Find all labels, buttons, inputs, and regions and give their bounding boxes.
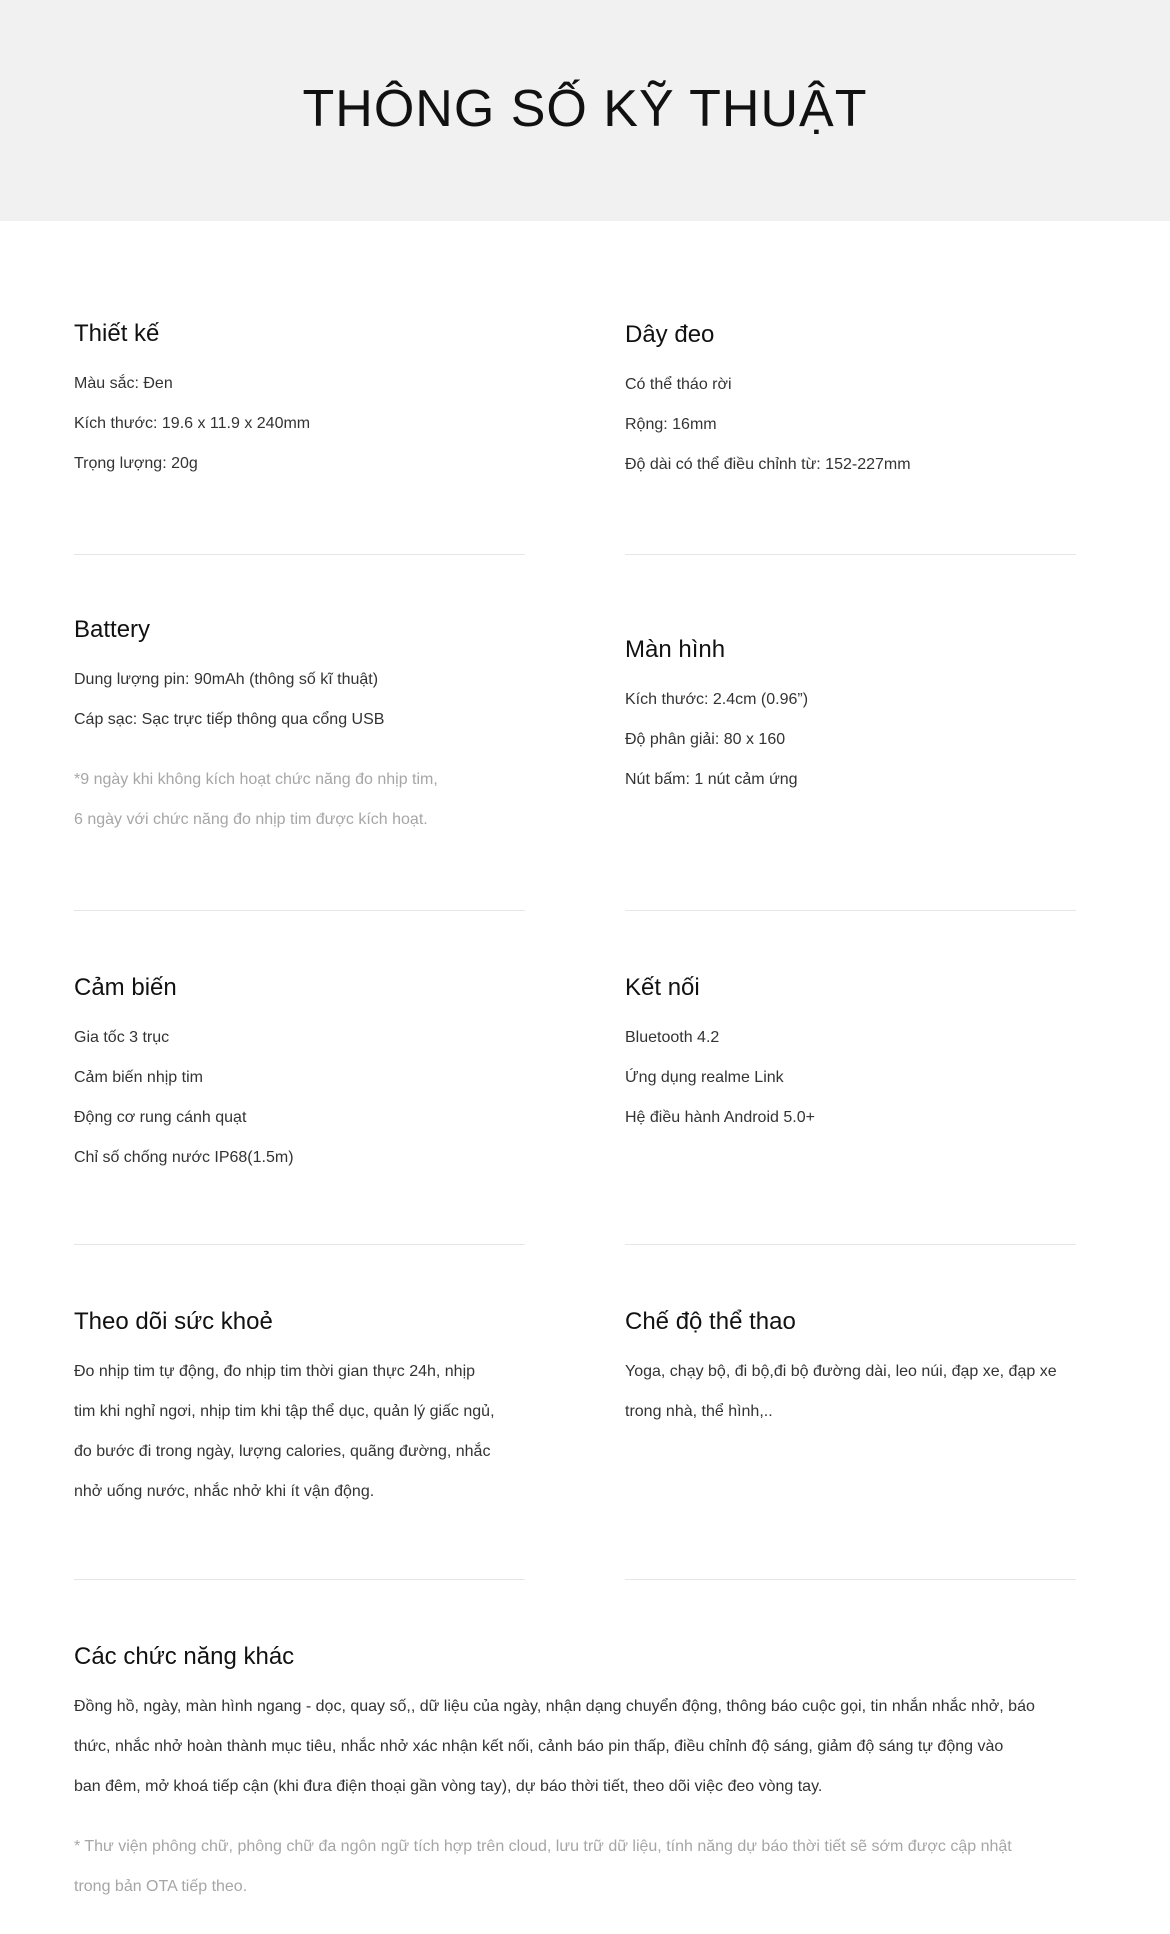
spec-line: Chỉ số chống nước IP68(1.5m)	[74, 1149, 294, 1166]
footnote: * Thư viện phông chữ, phông chữ đa ngôn ngữ tích hợp trên cloud, lưu trữ dữ liệu, tính năng dự báo thời tiết sẽ sớm được cập nhật	[74, 1838, 1012, 1855]
section-health	[74, 1306, 525, 1512]
spec-line: Hệ điều hành Android 5.0+	[625, 1109, 815, 1126]
divider	[625, 910, 1076, 911]
page-title: THÔNG SỐ KỸ THUẬT	[302, 79, 868, 138]
divider	[625, 1244, 1076, 1245]
spec-line: Độ dài có thể điều chỉnh từ: 152-227mm	[625, 456, 911, 473]
spec-line: Yoga, chạy bộ, đi bộ,đi bộ đường dài, leo núi, đạp xe, đạp xe	[625, 1363, 1057, 1380]
spec-line: Có thể tháo rời	[625, 376, 732, 393]
spec-line: tim khi nghỉ ngơi, nhịp tim khi tập thể dục, quản lý giấc ngủ,	[74, 1403, 495, 1420]
spec-line: Trọng lượng: 20g	[74, 455, 198, 472]
section-heading-sensors: Cảm biến	[74, 974, 177, 1001]
section-design	[74, 318, 525, 484]
footnote: 6 ngày với chức năng đo nhịp tim được kích hoạt.	[74, 811, 428, 828]
header-banner	[0, 0, 1170, 221]
spec-line: thức, nhắc nhở hoàn thành mục tiêu, nhắc nhở xác nhận kết nối, cảnh báo pin thấp, điều chỉnh độ sáng, giảm độ sáng tự động vào	[74, 1738, 1004, 1755]
spec-line: nhở uống nước, nhắc nhở khi ít vận động.	[74, 1483, 375, 1500]
section-heading-other: Các chức năng khác	[74, 1643, 295, 1670]
spec-line: ban đêm, mở khoá tiếp cận (khi đưa điện thoại gần vòng tay), dự báo thời tiết, theo dõi việc đeo vòng tay.	[74, 1778, 823, 1795]
spec-line: trong nhà, thể hình,..	[625, 1403, 773, 1420]
spec-line: Rộng: 16mm	[625, 416, 717, 433]
spec-line: Kích thước: 19.6 x 11.9 x 240mm	[74, 415, 311, 432]
section-display	[625, 634, 1076, 800]
spec-line: Cảm biến nhịp tim	[74, 1069, 203, 1086]
spec-line: Động cơ rung cánh quạt	[74, 1109, 247, 1126]
divider	[74, 910, 525, 911]
section-heading-strap: Dây đeo	[625, 321, 715, 348]
divider	[625, 1579, 1076, 1580]
section-heading-design: Thiết kế	[74, 320, 160, 347]
spec-line: Cáp sạc: Sạc trực tiếp thông qua cổng USB	[74, 711, 385, 728]
section-heading-sport: Chế độ thể thao	[625, 1308, 796, 1335]
section-sensors	[74, 972, 525, 1178]
spec-line: Nút bấm: 1 nút cảm ứng	[625, 771, 798, 788]
spec-line: đo bước đi trong ngày, lượng calories, quãng đường, nhắc	[74, 1443, 491, 1460]
spec-line: Đo nhịp tim tự động, đo nhịp tim thời gian thực 24h, nhịp	[74, 1363, 476, 1380]
footnote: *9 ngày khi không kích hoạt chức năng đo nhịp tim,	[74, 771, 438, 788]
spec-line: Dung lượng pin: 90mAh (thông số kĩ thuật)	[74, 671, 379, 688]
spec-line: Màu sắc: Đen	[74, 375, 173, 392]
spec-line: Đồng hồ, ngày, màn hình ngang - dọc, quay số,, dữ liệu của ngày, nhận dạng chuyển động, thông báo cuộc gọi, tin nhắn nhắc nhở, báo	[74, 1698, 1035, 1715]
divider	[625, 554, 1076, 555]
divider	[74, 554, 525, 555]
divider	[74, 1244, 525, 1245]
spec-line: Kích thước: 2.4cm (0.96”)	[625, 691, 809, 708]
spec-line: Bluetooth 4.2	[625, 1029, 720, 1046]
section-heading-battery: Battery	[74, 616, 151, 643]
section-heading-health: Theo dõi sức khoẻ	[74, 1308, 273, 1335]
spec-line: Độ phân giải: 80 x 160	[625, 731, 786, 748]
section-other	[74, 1641, 1096, 1907]
spec-line: Gia tốc 3 trục	[74, 1029, 170, 1046]
divider	[74, 1579, 525, 1580]
section-connectivity	[625, 972, 1076, 1138]
section-heading-connectivity: Kết nối	[625, 974, 700, 1001]
section-strap	[625, 319, 1076, 485]
section-battery	[74, 614, 525, 840]
section-heading-display: Màn hình	[625, 636, 726, 663]
section-sport	[625, 1306, 1076, 1432]
footnote: trong bản OTA tiếp theo.	[74, 1878, 248, 1895]
spec-line: Ứng dụng realme Link	[625, 1069, 784, 1086]
